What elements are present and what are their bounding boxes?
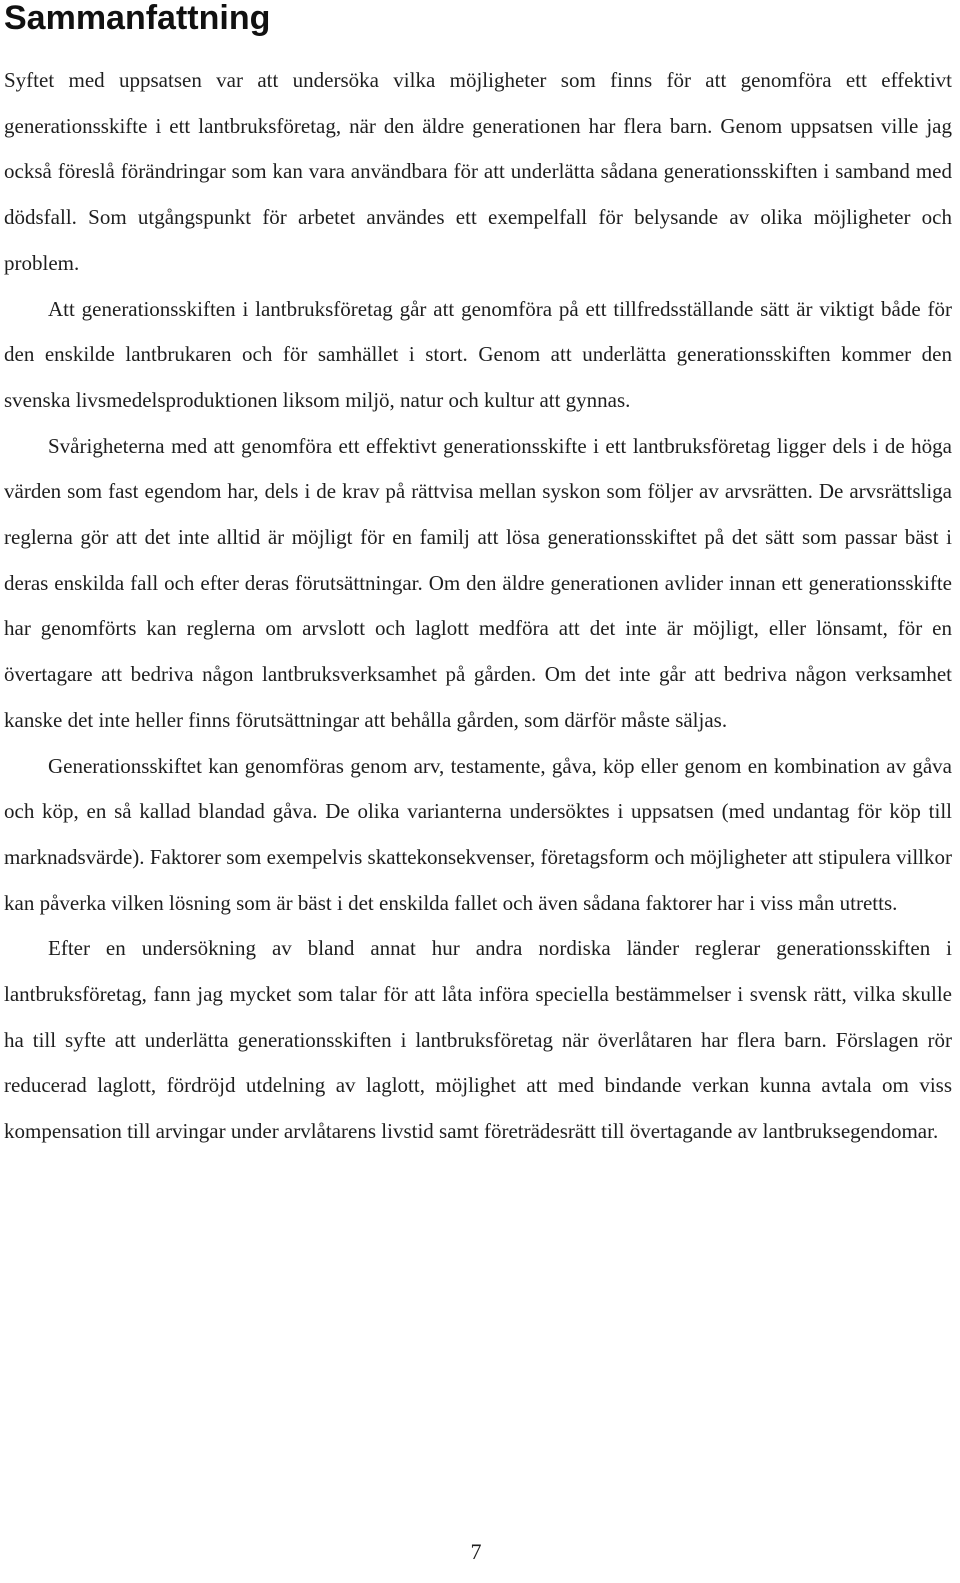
paragraph-importance: Att generationsskiften i lantbruksföretag går att genomföra på ett tillfredsställande sätt är viktigt både för den enskilde lantbrukaren och för samhället i stort. Genom att underlätta generationsskiften kommer den svenska livsmedelsproduktionen liksom miljö, natur och kultur att gynnas. [4,296,952,412]
body-text [4,58,952,1155]
paragraph-purpose: Syftet med uppsatsen var att undersöka vilka möjligheter som finns för att genomföra ett effektivt generationsskifte i ett lantbruksföretag, när den äldre generationen har flera barn. Genom uppsatsen ville jag också föreslå förändringar som kan vara användbara för att underlätta sådana generationsskiften i samband med dödsfall. Som utgångspunkt för arbetet användes ett exempelfall för belysande av olika möjligheter och problem. [4,68,952,275]
page-number: 7 [470,1539,482,1564]
paragraph-proposals: Efter en undersökning av bland annat hur andra nordiska länder reglerar generationsskiften i lantbruksföretag, fann jag mycket som talar för att låta införa speciella bestämmelser i svensk rätt, vilka skulle ha till syfte att underlätta generationsskiften i lantbruksföretag när överlåtaren har flera barn. Förslagen rör reducerad laglott, fördröjd utdelning av laglott, möjlighet att med bindande verkan kunna avtala om viss kompensation till arvingar under arvlåtarens livstid samt företrädesrätt till övertagande av lantbruksegendomar. [4,936,952,1144]
paragraph-difficulties: Svårigheterna med att genomföra ett effektivt generationsskifte i ett lantbruksföretag ligger dels i de höga värden som fast egendom har, dels i de krav på rättvisa mellan syskon som följer av arvsrätten. De arvsrättsliga reglerna gör att det inte alltid är möjligt för en familj att lösa generationsskiftet på det sätt som passar bäst i deras enskilda fall och efter deras förutsättningar. Om den äldre generationen avlider innan ett generationsskifte har genomförts kan reglerna om arvslott och laglott medföra att det inte är möjligt, eller lönsamt, för en övertagare att bedriva någon lantbruksverksamhet på gården. Om det inte går att bedriva någon verksamhet kanske det inte heller finns förutsättningar att behålla gården, som därför måste säljas. [4,433,952,732]
paragraph-methods: Generationsskiftet kan genomföras genom arv, testamente, gåva, köp eller genom en kombination av gåva och köp, en så kallad blandad gåva. De olika varianterna undersöktes i uppsatsen (med undantag för köp till marknadsvärde). Faktorer som exempelvis skattekonsekvenser, företagsform och möjligheter att stipulera villkor kan påverka vilken lösning som är bäst i det enskilda fallet och även sådana faktorer har i viss mån utretts. [4,753,952,915]
page-title: Sammanfattning [4,0,271,37]
